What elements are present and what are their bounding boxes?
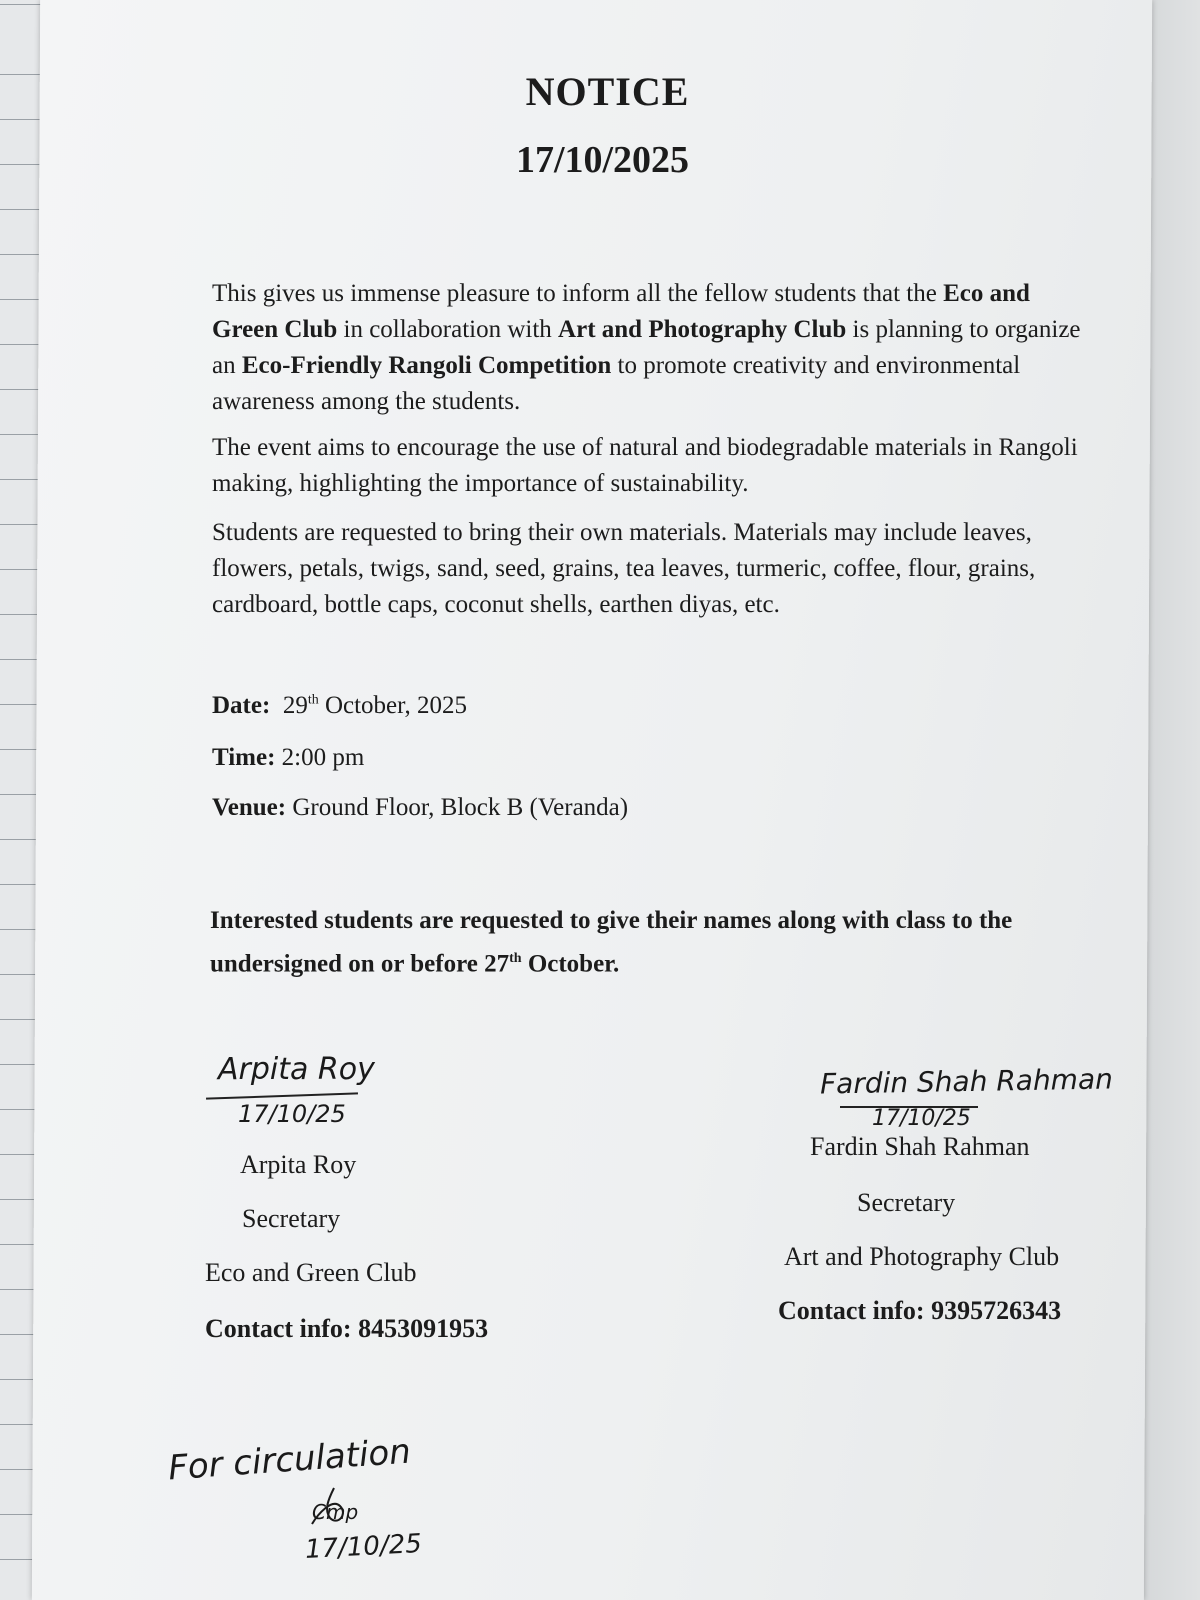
paragraph-materials: Students are requested to bring their own materials. Materials may include leaves, flowers, petals, twigs, sand, seed, grains, tea leaves, turmeric, coffee, flour, grains, cardboard, bottle caps, coconut shells, earthen diyas, etc. <box>212 519 1036 618</box>
competition-name: Eco-Friendly Rangoli Competition <box>241 352 612 379</box>
venue-label: Venue: <box>212 794 287 821</box>
venue-value: Ground Floor, Block B (Veranda) <box>292 794 629 821</box>
sign-date-left: 17/10/25 <box>238 1100 346 1128</box>
intro-text-3: is planning to organize an <box>212 316 1081 379</box>
signatory-role-left: Secretary <box>242 1204 341 1233</box>
signatory-name-right: Fardin Shah Rahman <box>810 1132 1030 1161</box>
sign-date-right: 17/10/25 <box>872 1106 971 1131</box>
signatory-name-left: Arpita Roy <box>240 1150 357 1179</box>
registration-text-1: Interested students are requested to give their names along with class to the undersigned on or before 27 <box>210 907 1013 978</box>
paragraph-intro <box>212 276 1092 420</box>
event-time <box>212 744 364 772</box>
signatory-contact-right: Contact info: 9395726343 <box>778 1296 1062 1325</box>
time-value: 2:00 pm <box>281 744 365 771</box>
paragraph-aim: The event aims to encourage the use of natural and biodegradable materials in Rangoli making, highlighting the importance of sustainability. <box>212 434 1078 497</box>
date-day: 29 <box>282 692 308 719</box>
intro-text-2: in collaboration with <box>337 316 559 343</box>
event-venue <box>212 794 628 822</box>
signature-fardin: Fardin Shah Rahman <box>819 1062 1114 1101</box>
approval-date: 17/10/25 <box>304 1528 423 1566</box>
art-club-name: Art and Photography Club <box>558 316 847 343</box>
approval-note: For circulation <box>166 1431 413 1489</box>
time-label: Time: <box>212 744 276 771</box>
notice-title: NOTICE <box>525 69 690 114</box>
date-suffix: th <box>307 692 319 708</box>
signatory-role-right: Secretary <box>857 1188 956 1217</box>
signatory-club-right: Art and Photography Club <box>784 1242 1060 1271</box>
signatory-club-left: Eco and Green Club <box>205 1258 417 1287</box>
registration-text-2: October. <box>521 950 620 978</box>
notice-date: 17/10/2025 <box>515 139 690 181</box>
registration-note <box>210 902 1110 983</box>
approval-squiggle-icon <box>304 1484 364 1534</box>
approval-initials: Cmp <box>312 1500 359 1524</box>
signature-arpita: Arpita Roy <box>218 1052 375 1087</box>
intro-text-1: This gives us immense pleasure to inform all the fellow students that the <box>212 280 944 307</box>
registration-suffix: th <box>509 951 522 966</box>
date-label: Date: <box>212 692 271 719</box>
date-rest: October, 2025 <box>318 692 467 719</box>
signatory-contact-left: Contact info: 8453091953 <box>205 1314 489 1343</box>
intro-text-4: to promote creativity and environmental awareness among the students. <box>212 352 1021 415</box>
eco-club-name: Eco and Green Club <box>212 280 1030 343</box>
event-date <box>212 692 467 720</box>
